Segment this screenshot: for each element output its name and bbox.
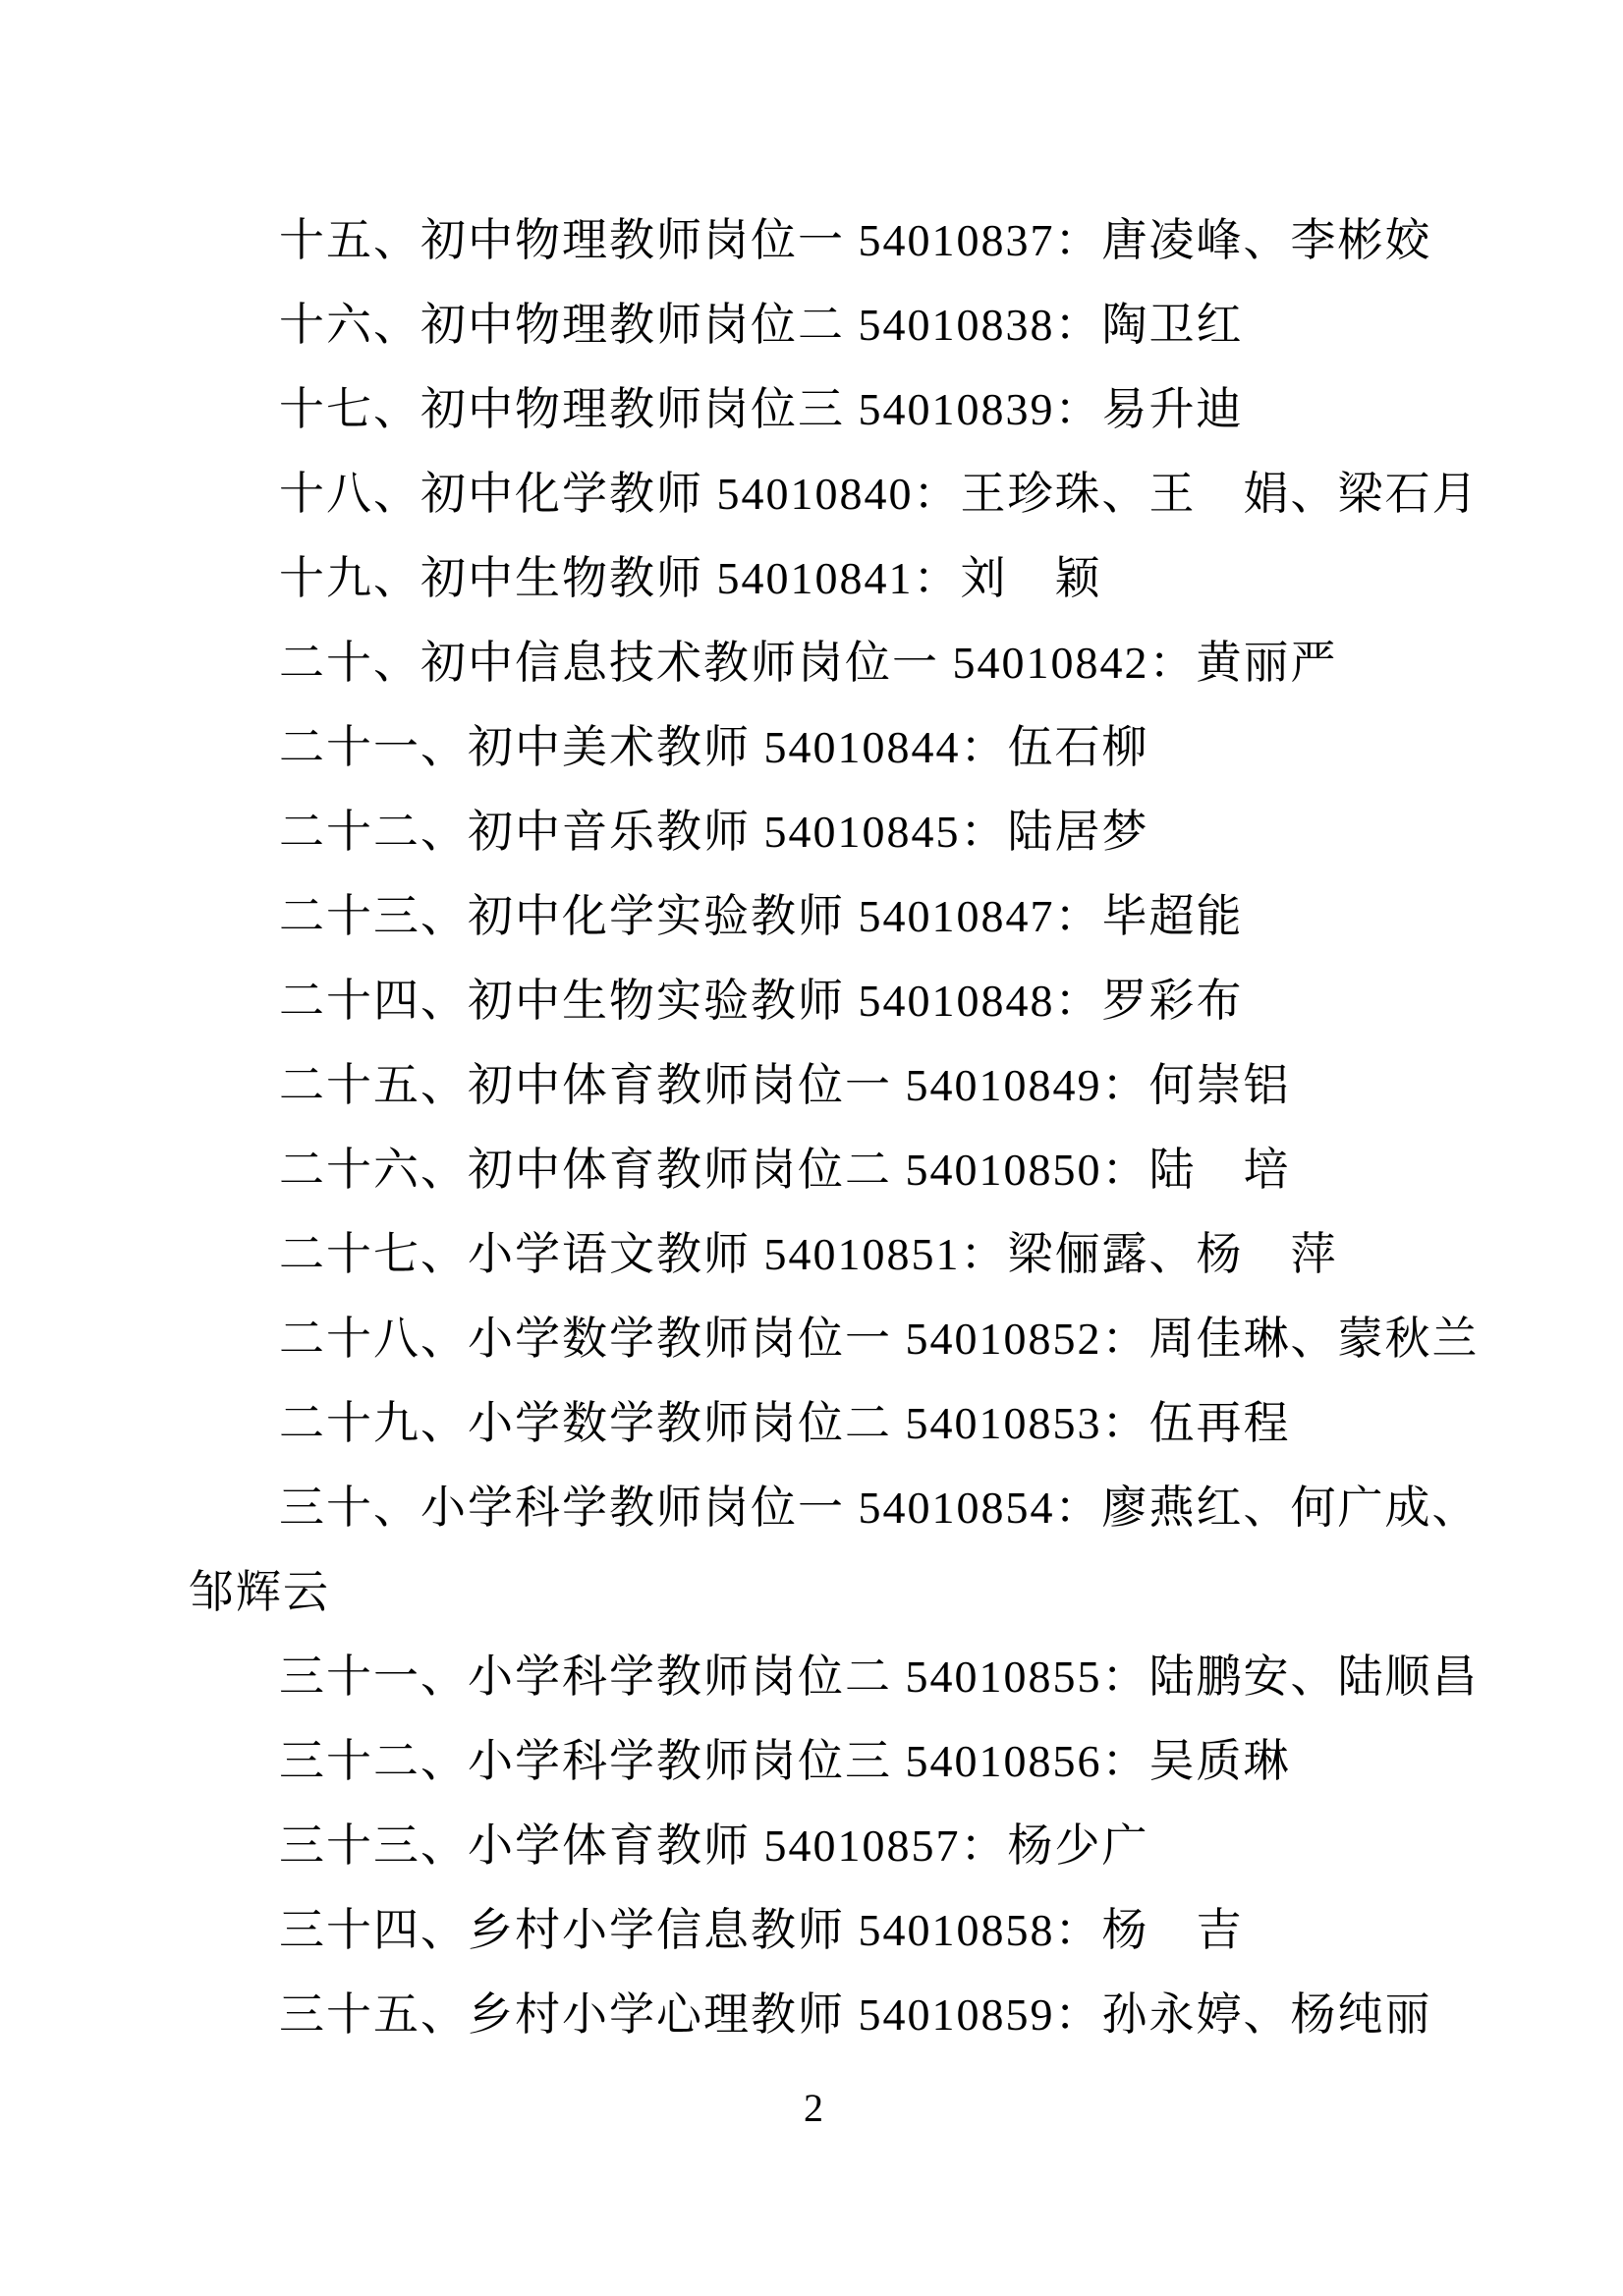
document-line: 二十八、小学数学教师岗位一 54010852：周佳琳、蒙秋兰 <box>279 1314 1480 1364</box>
document-line: 三十五、乡村小学心理教师 54010859：孙永婷、杨纯丽 <box>279 1989 1432 2040</box>
document-line: 三十四、乡村小学信息教师 54010858：杨 吉 <box>279 1905 1244 1955</box>
document-line-continuation: 邹辉云 <box>189 1567 330 1617</box>
document-line: 三十三、小学体育教师 54010857：杨少广 <box>279 1820 1149 1871</box>
document-line: 二十六、初中体育教师岗位二 54010850：陆 培 <box>279 1145 1291 1195</box>
document-line: 十六、初中物理教师岗位二 54010838：陶卫红 <box>279 300 1244 350</box>
document-line: 十七、初中物理教师岗位三 54010839：易升迪 <box>279 384 1244 434</box>
document-line: 三十、小学科学教师岗位一 54010854：廖燕红、何广成、 <box>279 1483 1480 1533</box>
document-line: 二十一、初中美术教师 54010844：伍石柳 <box>279 722 1149 772</box>
document-line: 二十三、初中化学实验教师 54010847：毕超能 <box>279 891 1244 941</box>
document-line: 十九、初中生物教师 54010841：刘 颖 <box>279 553 1102 603</box>
document-line: 十八、初中化学教师 54010840：王珍珠、王 娟、梁石月 <box>279 469 1480 519</box>
page-number: 2 <box>804 2086 823 2130</box>
document-line: 二十九、小学数学教师岗位二 54010853：伍再程 <box>279 1398 1291 1448</box>
document-line: 二十七、小学语文教师 54010851：梁俪露、杨 萍 <box>279 1229 1338 1279</box>
document-line: 三十一、小学科学教师岗位二 54010855：陆鹏安、陆顺昌 <box>279 1652 1480 1702</box>
document-line: 十五、初中物理教师岗位一 54010837：唐凌峰、李彬姣 <box>279 215 1432 265</box>
document-line: 三十二、小学科学教师岗位三 54010856：吴质琳 <box>279 1736 1291 1786</box>
document-line: 二十、初中信息技术教师岗位一 54010842：黄丽严 <box>279 638 1338 688</box>
document-line: 二十二、初中音乐教师 54010845：陆居梦 <box>279 807 1149 857</box>
document-line: 二十五、初中体育教师岗位一 54010849：何崇铝 <box>279 1060 1291 1110</box>
document-line: 二十四、初中生物实验教师 54010848：罗彩布 <box>279 976 1244 1026</box>
